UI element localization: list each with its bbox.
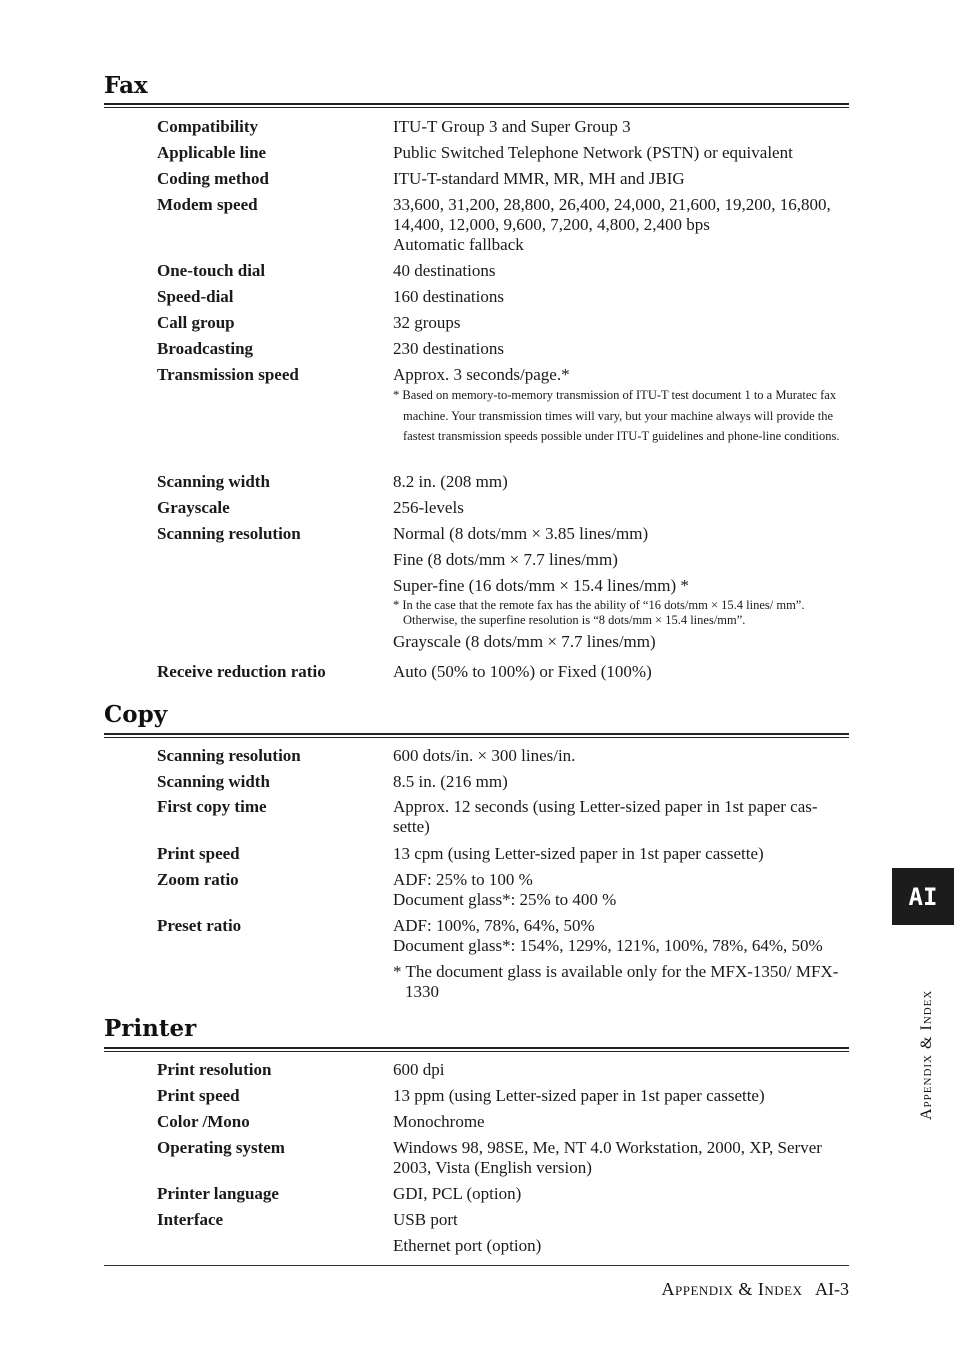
spec-row xyxy=(157,662,849,688)
spec-value: Normal (8 dots/mm × 3.85 lines/mm) Fine (8 dots/mm × 7.7 lines/mm) Super-fine (16 dots/mm × 15.4 lines/mm) * * In the case that the remote fax has the ability of “16 dots/mm × 15.4 lines/ mm”. Otherwise, the superfine resolution is “8 dots/mm × 15.4 lines/mm”. Grayscale (8 dots/mm × 7.7 lines/mm) xyxy=(393,524,849,652)
spec-value: 8.5 in. (216 mm) xyxy=(393,772,508,791)
copy-spec-table xyxy=(157,746,849,1001)
spec-value: 32 groups xyxy=(393,313,461,332)
spec-row xyxy=(157,916,849,1001)
spec-value: 256-levels xyxy=(393,498,464,517)
spec-row xyxy=(157,472,849,498)
spec-label: Print speed xyxy=(157,1086,240,1105)
spec-value: Approx. 3 seconds/page.* * Based on memory-to-memory transmission of ITU-T test document 1 to a Muratec fax machine. Your transmission times will vary, but your machine always will provide the fastest transmission speeds possible under ITU-T guidelines and phone-line conditions. xyxy=(393,365,849,447)
spec-row xyxy=(157,339,849,365)
fax-spec-table xyxy=(157,117,849,688)
footer-section-name: Appendix & Index xyxy=(661,1279,803,1299)
spec-value: Approx. 12 seconds (using Letter-sized paper in 1st paper cas- sette) xyxy=(393,797,818,836)
spec-label: Grayscale xyxy=(157,498,230,517)
spec-label: First copy time xyxy=(157,797,267,816)
chapter-tab: AI xyxy=(892,868,954,925)
spec-label: Print resolution xyxy=(157,1060,272,1079)
spec-label: Applicable line xyxy=(157,143,267,162)
spec-value: GDI, PCL (option) xyxy=(393,1184,522,1203)
spec-label: Preset ratio xyxy=(157,916,242,935)
spec-label: Scanning width xyxy=(157,472,270,491)
spec-row xyxy=(157,1184,849,1210)
spec-row xyxy=(157,313,849,339)
footnote: * In the case that the remote fax has the ability of “16 dots/mm × 15.4 lines/ mm”. Otherwise, the superfine resolution is “8 dots/mm × 15.4 lines/mm”. xyxy=(393,598,805,627)
printer-section-rule xyxy=(104,1047,849,1052)
spec-label: Printer language xyxy=(157,1184,279,1203)
spec-label: Call group xyxy=(157,313,235,332)
spec-value: Windows 98, 98SE, Me, NT 4.0 Workstation, 2000, XP, Server 2003, Vista (English version) xyxy=(393,1138,822,1177)
copy-section-title: Copy xyxy=(104,701,168,728)
spec-label: Transmission speed xyxy=(157,365,299,384)
spec-row xyxy=(157,1210,849,1256)
spec-value: Public Switched Telephone Network (PSTN) or equivalent xyxy=(393,143,793,162)
page-footer xyxy=(661,1279,849,1300)
spec-label: Scanning resolution xyxy=(157,524,301,543)
spec-row xyxy=(157,365,849,472)
spec-value: 40 destinations xyxy=(393,261,496,280)
spec-value: 600 dpi xyxy=(393,1060,445,1079)
spec-value: 13 cpm (using Letter-sized paper in 1st paper cassette) xyxy=(393,844,764,863)
spec-value: 8.2 in. (208 mm) xyxy=(393,472,508,491)
spec-value: USB port Ethernet port (option) xyxy=(393,1210,542,1255)
spec-row xyxy=(157,498,849,524)
spec-label: Color /Mono xyxy=(157,1112,250,1131)
spec-row xyxy=(157,844,849,870)
fax-section-rule xyxy=(104,103,849,108)
fax-section-title: Fax xyxy=(104,72,148,99)
spec-row xyxy=(157,1112,849,1138)
spec-label: Modem speed xyxy=(157,195,258,214)
spec-value: ADF: 25% to 100 % Document glass*: 25% to 400 % xyxy=(393,870,617,909)
spec-row xyxy=(157,169,849,195)
spec-row xyxy=(157,746,849,772)
printer-spec-table xyxy=(157,1060,849,1256)
spec-value: Monochrome xyxy=(393,1112,485,1131)
spec-label: Broadcasting xyxy=(157,339,254,358)
spec-row xyxy=(157,195,849,261)
spec-label: Scanning resolution xyxy=(157,746,301,765)
spec-row xyxy=(157,524,849,662)
footer-rule xyxy=(104,1265,849,1266)
spec-value: 230 destinations xyxy=(393,339,504,358)
page-number: AI-3 xyxy=(815,1279,849,1299)
spec-label: Compatibility xyxy=(157,117,259,136)
spec-label: Interface xyxy=(157,1210,224,1229)
spec-label: Zoom ratio xyxy=(157,870,239,889)
spec-row xyxy=(157,1138,849,1184)
spec-value: 160 destinations xyxy=(393,287,504,306)
chapter-side-label: Appendix & Index xyxy=(918,989,935,1120)
spec-value: 33,600, 31,200, 28,800, 26,400, 24,000, 21,600, 19,200, 16,800, 14,400, 12,000, 9,600, 7,200, 4,800, 2,400 bps Automatic fallback xyxy=(393,195,831,254)
spec-row xyxy=(157,1060,849,1086)
spec-value: ADF: 100%, 78%, 64%, 50% Document glass*: 154%, 129%, 121%, 100%, 78%, 64%, 50% * The document glass is available only for the MFX-1350/ MFX-1330 xyxy=(393,916,849,1002)
spec-label: One-touch dial xyxy=(157,261,266,280)
spec-value: 13 ppm (using Letter-sized paper in 1st paper cassette) xyxy=(393,1086,765,1105)
spec-label: Receive reduction ratio xyxy=(157,662,326,681)
printer-section-title: Printer xyxy=(104,1015,197,1042)
spec-row xyxy=(157,1086,849,1112)
footnote: * The document glass is available only for the MFX-1350/ MFX-1330 xyxy=(393,962,839,1001)
spec-value: Auto (50% to 100%) or Fixed (100%) xyxy=(393,662,652,681)
spec-row xyxy=(157,117,849,143)
spec-value: ITU-T Group 3 and Super Group 3 xyxy=(393,117,631,136)
spec-row xyxy=(157,797,849,844)
spec-value: 600 dots/in. × 300 lines/in. xyxy=(393,746,576,765)
spec-label: Print speed xyxy=(157,844,240,863)
spec-row xyxy=(157,772,849,797)
footnote: * Based on memory-to-memory transmission of ITU-T test document 1 to a Muratec fax machine. Your transmission times will vary, but your machine always will provide the fastest transmission speeds possible under ITU-T guidelines and phone-line conditions. xyxy=(393,388,840,443)
spec-row xyxy=(157,143,849,169)
spec-label: Operating system xyxy=(157,1138,285,1157)
spec-row xyxy=(157,870,849,916)
spec-value: ITU-T-standard MMR, MR, MH and JBIG xyxy=(393,169,685,188)
copy-section-rule xyxy=(104,733,849,738)
spec-label: Coding method xyxy=(157,169,269,188)
spec-row xyxy=(157,261,849,287)
spec-label: Scanning width xyxy=(157,772,270,791)
spec-row xyxy=(157,287,849,313)
spec-label: Speed-dial xyxy=(157,287,234,306)
